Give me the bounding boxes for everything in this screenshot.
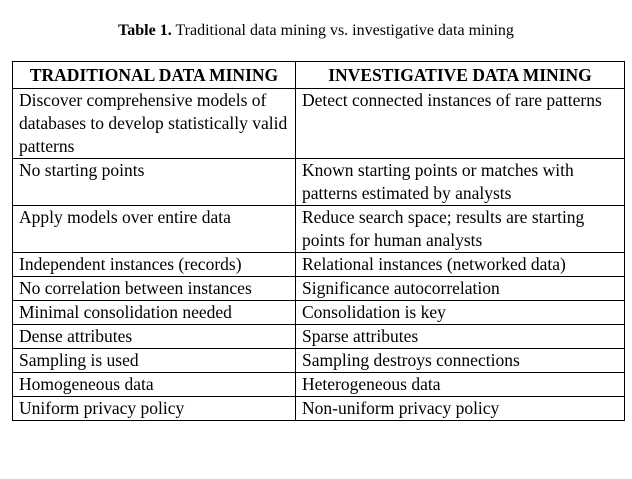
cell-investigative: Relational instances (networked data)	[296, 253, 625, 277]
cell-investigative: Sparse attributes	[296, 325, 625, 349]
cell-traditional: Sampling is used	[13, 349, 296, 373]
cell-traditional: No starting points	[13, 159, 296, 206]
cell-traditional: No correlation between instances	[13, 277, 296, 301]
table-row	[13, 206, 625, 253]
header-traditional: TRADITIONAL DATA MINING	[13, 62, 296, 89]
table-header-row	[13, 62, 625, 89]
table-row	[13, 277, 625, 301]
cell-traditional: Independent instances (records)	[13, 253, 296, 277]
cell-investigative: Non-uniform privacy policy	[296, 397, 625, 421]
table-caption-label: Table 1.	[118, 22, 172, 39]
table-row	[13, 301, 625, 325]
cell-investigative: Sampling destroys connections	[296, 349, 625, 373]
cell-traditional: Minimal consolidation needed	[13, 301, 296, 325]
cell-investigative: Heterogeneous data	[296, 373, 625, 397]
table-caption-text: Traditional data mining vs. investigative data mining	[175, 22, 514, 39]
table-row	[13, 89, 625, 159]
table-row	[13, 397, 625, 421]
table-row	[13, 349, 625, 373]
header-investigative: INVESTIGATIVE DATA MINING	[296, 62, 625, 89]
cell-investigative: Reduce search space; results are starting points for human analysts	[296, 206, 625, 253]
table-caption	[0, 21, 632, 41]
cell-traditional: Homogeneous data	[13, 373, 296, 397]
cell-investigative: Significance autocorrelation	[296, 277, 625, 301]
table-row	[13, 253, 625, 277]
table-row	[13, 159, 625, 206]
cell-traditional: Discover comprehensive models of databases to develop statistically valid patterns	[13, 89, 296, 159]
cell-investigative: Consolidation is key	[296, 301, 625, 325]
cell-traditional: Apply models over entire data	[13, 206, 296, 253]
cell-investigative: Known starting points or matches with patterns estimated by analysts	[296, 159, 625, 206]
cell-traditional: Uniform privacy policy	[13, 397, 296, 421]
cell-investigative: Detect connected instances of rare patterns	[296, 89, 625, 159]
table-row	[13, 325, 625, 349]
table-row	[13, 373, 625, 397]
cell-traditional: Dense attributes	[13, 325, 296, 349]
comparison-table	[12, 61, 625, 421]
